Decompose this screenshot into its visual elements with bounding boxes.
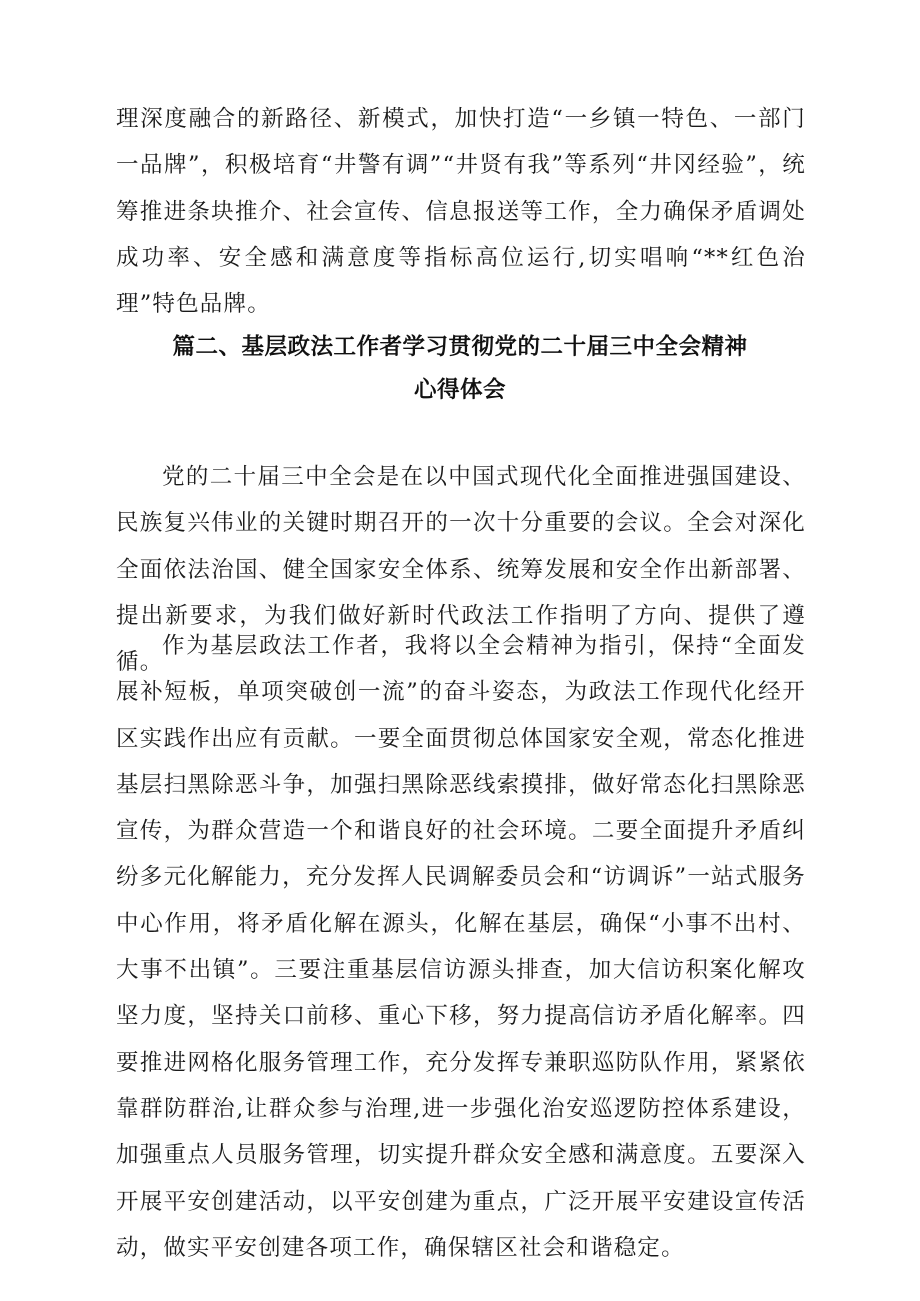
intro-paragraph: 理深度融合的新路径、新模式，加快打造“一乡镇一特色、一部门一品牌”，积极培育“井警有调”“井贤有我”等系列“井冈经验”，统筹推进条块推介、社会宣传、信息报送等工作，全力确保矛盾调处成功率、安全感和满意度等指标高位运行,切实唱响“**红色治理”特色品牌。 <box>116 106 806 318</box>
section-heading-line-1: 篇二、基层政法工作者学习贯彻党的二十届三中全会精神 <box>172 334 748 360</box>
body-paragraph-1: 党的二十届三中全会是在以中国式现代化全面推进强国建设、民族复兴伟业的关键时期召开的一次十分重要的会议。全会对深化全面依法治国、健全国家安全体系、统筹发展和安全作出新部署、提出新要求，为我们做好新时代政法工作指明了方向、提供了遵循。 <box>116 464 806 676</box>
section-heading-line-2: 心得体会 <box>413 377 506 403</box>
body-paragraph-2: 作为基层政法工作者，我将以全会精神为指引，保持“全面发展补短板，单项突破创一流”的奋斗姿态，为政法工作现代化经开区实践作出应有贡献。一要全面贯彻总体国家安全观，常态化推进基层扫黑除恶斗争，加强扫黑除恶线索摸排，做好常态化扫黑除恶宣传，为群众营造一个和谐良好的社会环境。二要全面提升矛盾纠纷多元化解能力，充分发挥人民调解委员会和“访调诉”一站式服务中心作用，将矛盾化解在源头，化解在基层，确保“小事不出村、大事不出镇”。三要注重基层信访源头排查，加大信访积案化解攻坚力度，坚持关口前移、重心下移，努力提高信访矛盾化解率。四要推进网格化服务管理工作，充分发挥专兼职巡防队作用，紧紧依靠群防群治,让群众参与治理,进一步强化治安巡逻防控体系建设，加强重点人员服务管理，切实提升群众安全感和满意度。五要深入开展平安创建活动，以平安创建为重点，广泛开展平安建设宣传活动，做实平安创建各项工作，确保辖区社会和谐稳定。 <box>116 633 806 1261</box>
